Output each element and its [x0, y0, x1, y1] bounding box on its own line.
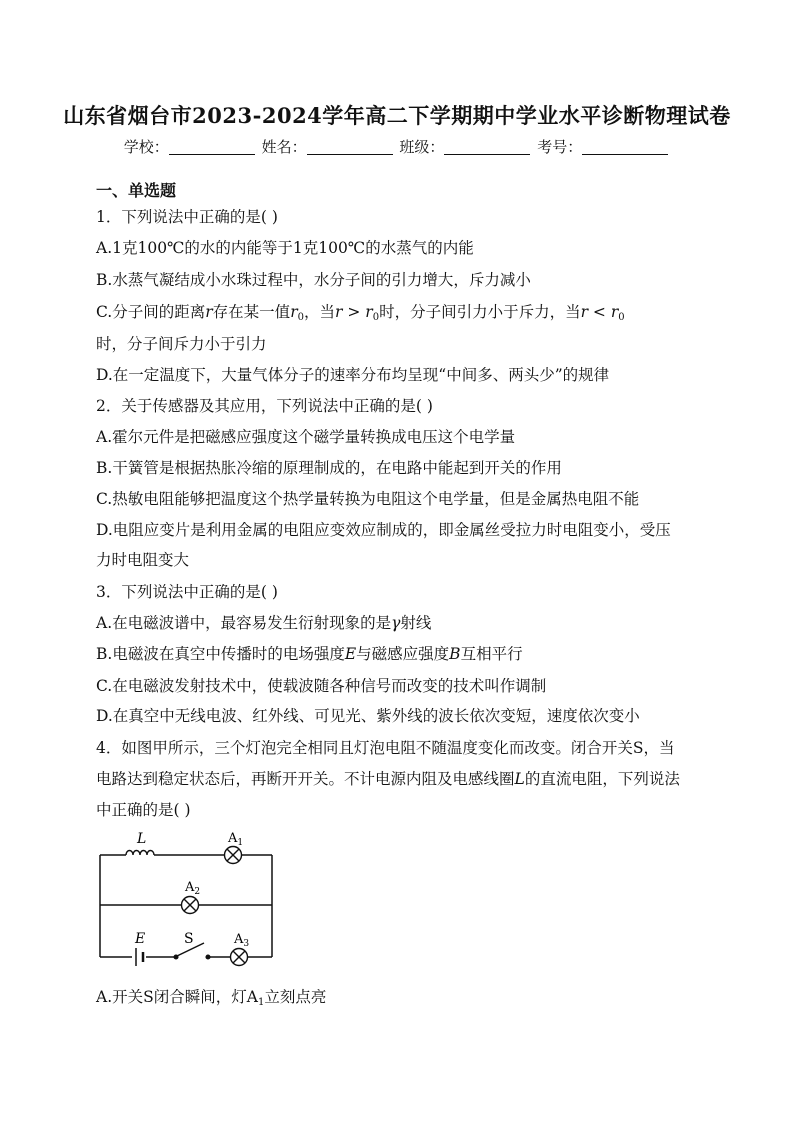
- q1-option-b: B.水蒸气凝结成小水珠过程中，水分子间的引力增大，斥力减小: [96, 271, 531, 289]
- lamp-a2-label: $A_2$: [185, 880, 201, 897]
- lamp-a2-symbol: [182, 897, 199, 914]
- lamp-a1-label: $A_1$: [228, 831, 244, 848]
- q2-option-b: B.干簧管是根据热胀冷缩的原理制成的，在电路中能起到开关的作用: [96, 459, 562, 477]
- q2-option-a: A.霍尔元件是把磁感应强度这个磁学量转换成电压这个电学量: [96, 428, 516, 446]
- q1-option-c: C.分子间的距离r存在某一值$r_0$，当$r > r_0$时，分子间引力小于斥力，当$r < r_0$: [96, 303, 625, 323]
- battery-label: E: [135, 931, 146, 947]
- inductor-symbol: [126, 851, 154, 856]
- exam-number-label: 考号：: [537, 138, 583, 156]
- name-label: 姓名：: [261, 138, 307, 156]
- q1-option-c-cont: 时，分子间斥力小于引力: [96, 335, 267, 353]
- exam-number-blank[interactable]: [582, 140, 668, 155]
- q2-stem: 2．关于传感器及其应用，下列说法中正确的是( ): [96, 397, 433, 415]
- q2-option-d-cont: 力时电阻变大: [96, 551, 190, 569]
- lamp-a3-label: $A_3$: [234, 932, 250, 949]
- q4-option-a: A.开关S闭合瞬间，灯$A_1$立刻点亮: [96, 988, 327, 1008]
- class-label: 班级：: [399, 138, 445, 156]
- circuit-diagram: [92, 825, 292, 975]
- q3-option-d: D.在真空中无线电波、红外线、可见光、紫外线的波长依次变短，速度依次变小: [96, 707, 640, 725]
- q4-stem-line2: 电路达到稳定状态后，再断开开关。不计电源内阻及电感线圈L的直流电阻，下列说法: [96, 770, 680, 788]
- q1-stem: 1．下列说法中正确的是( ): [96, 208, 278, 226]
- class-blank[interactable]: [444, 140, 530, 155]
- lamp-a1-symbol: [225, 847, 242, 864]
- q3-option-b: B.电磁波在真空中传播时的电场强度E与磁感应强度B互相平行: [96, 645, 523, 663]
- lamp-a3-symbol: [231, 949, 248, 966]
- q3-option-c: C.在电磁波发射技术中，使载波随各种信号而改变的技术叫作调制: [96, 677, 547, 695]
- section-heading: 一、单选题: [96, 181, 177, 200]
- document-title: 山东省烟台市2023-2024学年高二下学期期中学业水平诊断物理试卷: [63, 103, 731, 128]
- q1-option-a: A.1克100℃的水的内能等于1克100℃的水蒸气的内能: [96, 239, 474, 257]
- name-blank[interactable]: [307, 140, 393, 155]
- inductor-label: L: [137, 831, 147, 847]
- q3-stem: 3．下列说法中正确的是( ): [96, 583, 278, 601]
- q4-stem-line3: 中正确的是( ): [96, 801, 191, 819]
- student-info-line: [0, 136, 794, 157]
- q2-option-d: D.电阻应变片是利用金属的电阻应变效应制成的，即金属丝受拉力时电阻变小，受压: [96, 521, 671, 539]
- school-blank[interactable]: [169, 140, 255, 155]
- q3-option-a: A.在电磁波谱中，最容易发生衍射现象的是γ射线: [96, 614, 432, 632]
- q1-option-d: D.在一定温度下，大量气体分子的速率分布均呈现“中间多、两头少”的规律: [96, 366, 610, 384]
- q4-stem-line1: 4．如图甲所示，三个灯泡完全相同且灯泡电阻不随温度变化而改变。闭合开关S，当: [96, 739, 675, 757]
- q2-option-c: C.热敏电阻能够把温度这个热学量转换为电阻这个电学量，但是金属热电阻不能: [96, 490, 640, 508]
- switch-label: S: [184, 931, 194, 947]
- school-label: 学校：: [123, 138, 169, 156]
- battery-symbol: [136, 948, 143, 966]
